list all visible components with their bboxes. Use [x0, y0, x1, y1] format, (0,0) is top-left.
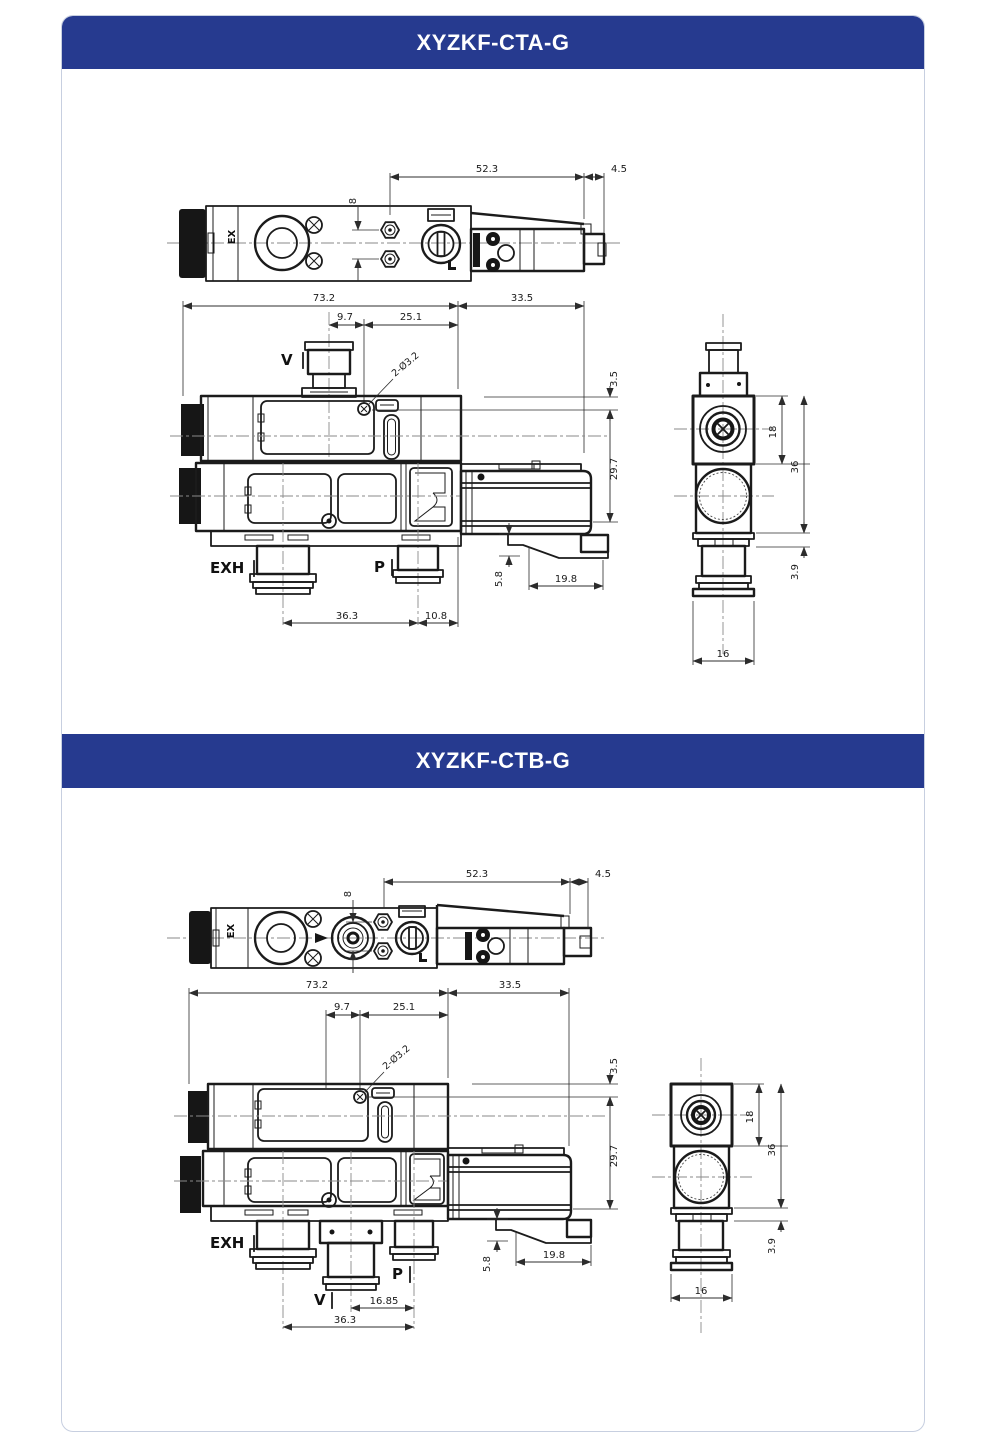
- svg-text:25.1: 25.1: [392, 1002, 416, 1013]
- svg-text:5.8: 5.8: [482, 1256, 493, 1272]
- svg-text:36: 36: [790, 460, 801, 474]
- section2-title: XYZKF-CTB-G: [415, 748, 571, 773]
- dim-16: [671, 1274, 732, 1302]
- dim-73-2: [189, 980, 569, 1146]
- dim-36-3: [283, 611, 418, 623]
- svg-text:5.8: 5.8: [494, 571, 505, 587]
- dim-18: [756, 396, 810, 464]
- front-view: [174, 980, 620, 1329]
- svg-text:33.5: 33.5: [498, 980, 522, 991]
- svg-text:4.5: 4.5: [611, 164, 627, 175]
- svg-text:3.5: 3.5: [609, 371, 620, 387]
- dim-33-5: [458, 293, 584, 306]
- svg-text:33.5: 33.5: [510, 293, 534, 304]
- top-view-ex-label: EX: [226, 923, 237, 939]
- dim-16: [693, 601, 754, 665]
- v-label: V: [281, 351, 293, 369]
- svg-text:8: 8: [343, 890, 354, 898]
- dim-36-3: [283, 1315, 414, 1327]
- exh-label: EXH: [210, 1234, 245, 1252]
- side-attachment: [461, 461, 608, 558]
- v-port-fitting: [302, 312, 356, 461]
- dim-16-85: [351, 1296, 414, 1308]
- section1-title: XYZKF-CTA-G: [416, 29, 570, 55]
- svg-text:52.3: 52.3: [465, 869, 489, 880]
- svg-text:73.2: 73.2: [305, 980, 329, 991]
- exh-fitting: [250, 1151, 316, 1329]
- svg-text:16.85: 16.85: [369, 1296, 399, 1307]
- datasheet-card: [61, 15, 925, 1432]
- section2-drawing: [62, 788, 925, 1432]
- dim-29-7: [609, 410, 620, 522]
- p-mark: [419, 953, 427, 962]
- svg-text:16: 16: [694, 1286, 708, 1297]
- dim-5-8: [482, 1208, 508, 1272]
- side-attachment: [448, 1145, 591, 1243]
- dim-36: [756, 396, 810, 533]
- v-label: V: [314, 1291, 326, 1309]
- side-view: [652, 1058, 788, 1333]
- arrow-mark: [315, 933, 328, 943]
- top-view-ex-label: EX: [227, 229, 238, 245]
- svg-text:3.9: 3.9: [767, 1238, 778, 1254]
- svg-text:29.7: 29.7: [609, 457, 620, 481]
- svg-text:52.3: 52.3: [475, 164, 499, 175]
- exh-label: EXH: [210, 559, 245, 577]
- dim-19-8: [529, 547, 603, 590]
- svg-text:4.5: 4.5: [595, 869, 611, 880]
- side-view: [674, 314, 810, 665]
- dim-4-5: [584, 164, 627, 177]
- section2-header: [62, 734, 924, 788]
- svg-text:18: 18: [745, 1110, 756, 1124]
- svg-text:36: 36: [767, 1143, 778, 1157]
- dim-3-9: [756, 522, 810, 580]
- svg-text:36.3: 36.3: [333, 1315, 357, 1326]
- p-label: P: [374, 558, 385, 576]
- dim-52-3: [384, 869, 588, 928]
- dim-29-7: [609, 1097, 620, 1209]
- svg-text:9.7: 9.7: [334, 1002, 350, 1013]
- svg-text:36.3: 36.3: [335, 611, 359, 622]
- svg-text:18: 18: [768, 425, 779, 439]
- dim-5-8: [494, 523, 520, 587]
- hex-fitting-icon: [381, 222, 399, 267]
- p-mark: [448, 260, 456, 270]
- dim-33-5: [448, 980, 569, 993]
- svg-text:73.2: 73.2: [312, 293, 336, 304]
- section1-header: [62, 16, 924, 69]
- dim-8: [348, 198, 379, 281]
- svg-text:8: 8: [348, 197, 359, 205]
- hole-callout: 2-Ø3.2: [380, 1043, 413, 1073]
- dim-4-5: [570, 869, 611, 882]
- exh-fitting: [250, 463, 316, 625]
- hole-callout: 2-Ø3.2: [389, 350, 422, 380]
- top-view: [167, 869, 611, 973]
- svg-text:16: 16: [716, 649, 730, 660]
- svg-text:9.7: 9.7: [337, 312, 353, 323]
- svg-text:29.7: 29.7: [609, 1144, 620, 1168]
- dim-3-9: [734, 1197, 788, 1254]
- svg-text:3.9: 3.9: [790, 564, 801, 580]
- dim-9-7: [329, 312, 364, 325]
- front-view: [170, 293, 620, 627]
- svg-text:10.8: 10.8: [424, 611, 448, 622]
- svg-text:19.8: 19.8: [542, 1250, 566, 1261]
- svg-text:19.8: 19.8: [554, 574, 578, 585]
- svg-text:25.1: 25.1: [399, 312, 423, 323]
- svg-text:3.5: 3.5: [609, 1058, 620, 1074]
- hex-fitting-icon: [374, 914, 392, 959]
- v-fitting: [320, 1151, 382, 1312]
- dim-9-7: [326, 1002, 360, 1088]
- section1-drawing: [62, 69, 925, 734]
- top-view: [167, 164, 627, 281]
- p-label: P: [392, 1265, 403, 1283]
